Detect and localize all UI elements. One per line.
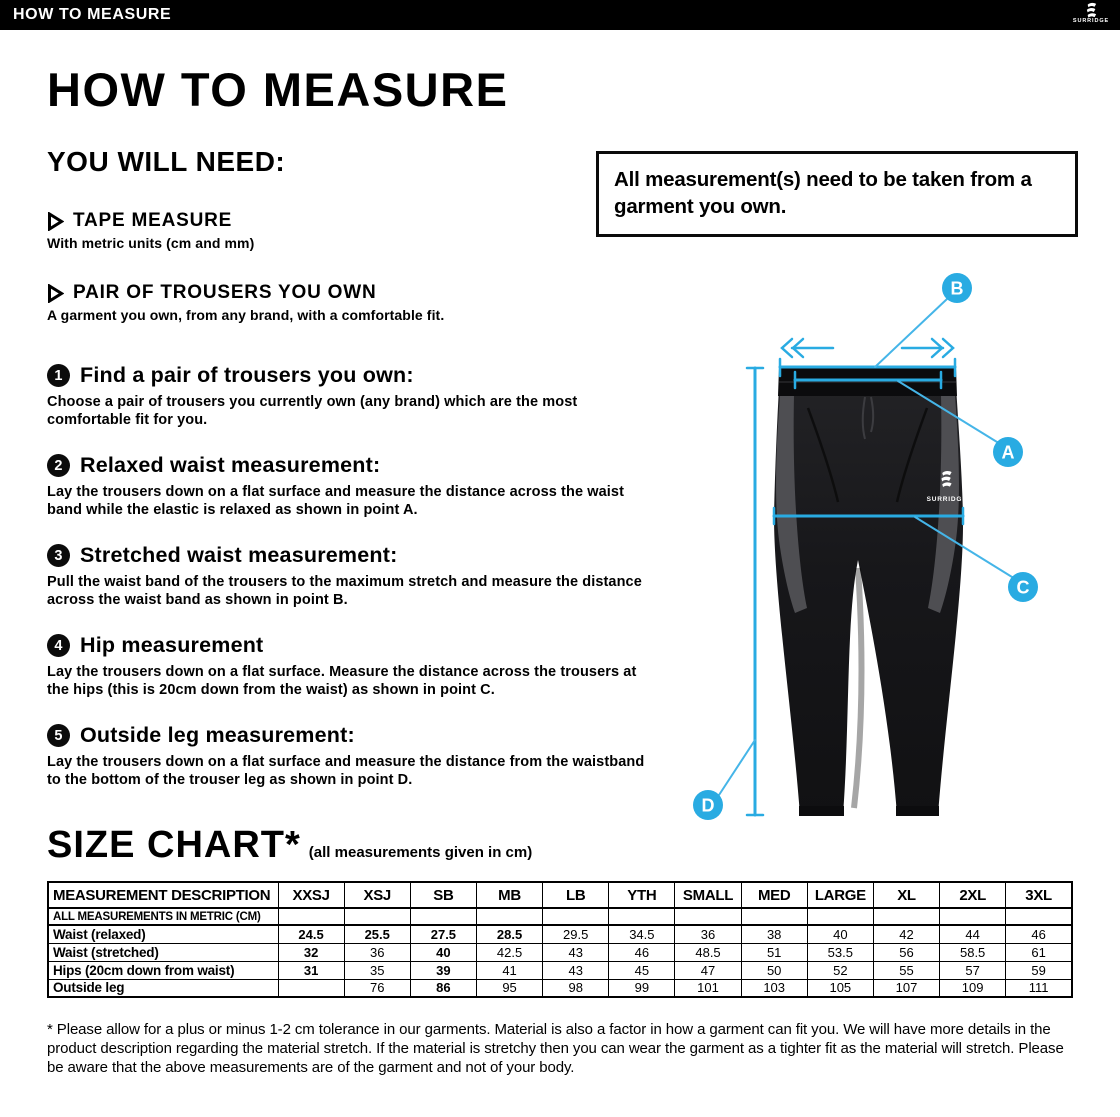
value-cell: 45: [609, 961, 675, 979]
row-label-cell: Waist (relaxed): [48, 925, 278, 943]
value-cell: 61: [1006, 943, 1072, 961]
metric-note-row: [48, 908, 1072, 925]
row-label-cell: Waist (stretched): [48, 943, 278, 961]
row-label-cell: Outside leg: [48, 979, 278, 997]
size-chart-title: SIZE CHART*: [47, 824, 301, 866]
value-cell: 34.5: [609, 925, 675, 943]
size-chart-table: [47, 881, 1073, 998]
value-cell: 40: [807, 925, 873, 943]
step-number-badge: 1: [47, 364, 70, 387]
value-cell: 95: [476, 979, 542, 997]
size-column-header: 2XL: [940, 882, 1006, 908]
step-title: Find a pair of trousers you own:: [80, 363, 414, 387]
value-cell: 53.5: [807, 943, 873, 961]
size-chart-body: [48, 908, 1072, 997]
value-cell: 105: [807, 979, 873, 997]
svg-text:D: D: [701, 795, 715, 816]
value-cell: 58.5: [940, 943, 1006, 961]
value-cell: 31: [278, 961, 344, 979]
table-row: [48, 925, 1072, 943]
value-cell: 47: [675, 961, 741, 979]
step-description: Pull the waist band of the trousers to the maximum stretch and measure the distance across the waist band as shown in point B.: [47, 574, 642, 608]
callout-text: All measurement(s) need to be taken from a garment you own.: [614, 168, 1032, 218]
need-item-description: With metric units (cm and mm): [47, 235, 255, 251]
top-bar: [0, 0, 1120, 30]
value-cell: [278, 979, 344, 997]
step-number-badge: 4: [47, 634, 70, 657]
surridge-wordmark: SURRIDGE: [1072, 18, 1110, 24]
step-4: [47, 633, 659, 699]
value-cell: 57: [940, 961, 1006, 979]
empty-cell: [344, 908, 410, 925]
size-column-header: MB: [476, 882, 542, 908]
need-item-description: A garment you own, from any brand, with a comfortable fit.: [47, 307, 445, 323]
step-title: Stretched waist measurement:: [80, 543, 398, 567]
step-3: [47, 543, 659, 609]
value-cell: 38: [741, 925, 807, 943]
label-b: [942, 273, 972, 303]
step-description: Lay the trousers down on a flat surface and measure the distance across the waist band while the elastic is relaxed as shown in point A.: [47, 484, 624, 518]
size-column-header: XXSJ: [278, 882, 344, 908]
value-cell: 46: [1006, 925, 1072, 943]
need-item-tape-measure: [47, 210, 647, 251]
step-number-badge: 5: [47, 724, 70, 747]
value-cell: 40: [410, 943, 476, 961]
value-cell: 107: [873, 979, 939, 997]
need-item-trousers: [47, 282, 647, 323]
size-column-header: YTH: [609, 882, 675, 908]
size-chart-heading: [47, 824, 532, 867]
table-row: [48, 943, 1072, 961]
need-item-title: PAIR OF TROUSERS YOU OWN: [73, 282, 377, 303]
surridge-s-icon: [1083, 2, 1100, 19]
empty-cell: [741, 908, 807, 925]
step-description: Lay the trousers down on a flat surface. Measure the distance across the trousers at the hips (this is 20cm down from the waist) as shown in point C.: [47, 664, 637, 698]
page-title: HOW TO MEASURE: [47, 63, 509, 116]
label-d: [693, 790, 723, 820]
value-cell: 42.5: [476, 943, 542, 961]
size-column-header: XSJ: [344, 882, 410, 908]
step-description: Choose a pair of trousers you currently own (any brand) which are the most comfortable fit for you.: [47, 394, 578, 428]
value-cell: 39: [410, 961, 476, 979]
value-cell: 55: [873, 961, 939, 979]
value-cell: 86: [410, 979, 476, 997]
step-1: [47, 363, 659, 429]
row-label-cell: Hips (20cm down from waist): [48, 961, 278, 979]
value-cell: 42: [873, 925, 939, 943]
empty-cell: [410, 908, 476, 925]
table-row: [48, 961, 1072, 979]
value-cell: 46: [609, 943, 675, 961]
table-row: [48, 979, 1072, 997]
empty-cell: [476, 908, 542, 925]
value-cell: 28.5: [476, 925, 542, 943]
value-cell: 48.5: [675, 943, 741, 961]
empty-cell: [807, 908, 873, 925]
step-number-badge: 2: [47, 454, 70, 477]
trousers-measurement-diagram: [640, 258, 1120, 883]
value-cell: 99: [609, 979, 675, 997]
step-5: [47, 723, 659, 789]
size-chart-subtitle: (all measurements given in cm): [308, 844, 533, 861]
value-cell: 52: [807, 961, 873, 979]
step-title: Hip measurement: [80, 633, 264, 657]
triangle-bullet-icon: [47, 284, 64, 303]
value-cell: 32: [278, 943, 344, 961]
value-cell: 50: [741, 961, 807, 979]
value-cell: 36: [675, 925, 741, 943]
svg-text:B: B: [950, 278, 964, 299]
value-cell: 56: [873, 943, 939, 961]
empty-cell: [609, 908, 675, 925]
empty-cell: [873, 908, 939, 925]
stretch-arrow-right: [902, 339, 953, 357]
value-cell: 103: [741, 979, 807, 997]
value-cell: 111: [1006, 979, 1072, 997]
value-cell: 25.5: [344, 925, 410, 943]
size-chart-header: [48, 882, 1072, 908]
empty-cell: [543, 908, 609, 925]
stretch-arrow-left: [782, 339, 833, 357]
value-cell: 51: [741, 943, 807, 961]
size-column-header: SMALL: [675, 882, 741, 908]
step-description: Lay the trousers down on a flat surface and measure the distance from the waistband to the bottom of the trouser leg as shown in point D.: [47, 754, 645, 788]
label-a: [993, 437, 1023, 467]
trousers-illustration: [774, 368, 967, 816]
step-2: [47, 453, 659, 519]
callout-box: [596, 151, 1078, 237]
measurement-description-header: MEASUREMENT DESCRIPTION: [48, 882, 278, 908]
size-column-header: LARGE: [807, 882, 873, 908]
empty-cell: [1006, 908, 1072, 925]
surridge-logo: [1068, 1, 1114, 29]
value-cell: 29.5: [543, 925, 609, 943]
you-will-need-heading: YOU WILL NEED:: [47, 146, 286, 177]
svg-text:A: A: [1001, 442, 1015, 463]
size-column-header: MED: [741, 882, 807, 908]
value-cell: 41: [476, 961, 542, 979]
table-header-row: [48, 882, 1072, 908]
size-column-header: 3XL: [1006, 882, 1072, 908]
empty-cell: [278, 908, 344, 925]
value-cell: 101: [675, 979, 741, 997]
value-cell: 44: [940, 925, 1006, 943]
value-cell: 43: [543, 961, 609, 979]
metric-note-cell: ALL MEASUREMENTS IN METRIC (CM): [48, 908, 278, 925]
value-cell: 98: [543, 979, 609, 997]
size-column-header: XL: [873, 882, 939, 908]
footnote-text: * Please allow for a plus or minus 1-2 cm tolerance in our garments. Material is also a factor in how a garment can fit you. We will have more details in the product description regarding the material stretch. If the material is stretchy then you can wear the garment as a tighter fit as the material will stretch. Please be aware that the above measurements are of the garment and not of your body.: [47, 1021, 1064, 1076]
value-cell: 59: [1006, 961, 1072, 979]
value-cell: 24.5: [278, 925, 344, 943]
trouser-logo-text: SURRIDGE: [926, 496, 968, 503]
triangle-bullet-icon: [47, 212, 64, 231]
svg-text:C: C: [1016, 577, 1030, 598]
size-column-header: SB: [410, 882, 476, 908]
step-title: Relaxed waist measurement:: [80, 453, 381, 477]
value-cell: 27.5: [410, 925, 476, 943]
empty-cell: [940, 908, 1006, 925]
value-cell: 43: [543, 943, 609, 961]
empty-cell: [675, 908, 741, 925]
value-cell: 76: [344, 979, 410, 997]
value-cell: 109: [940, 979, 1006, 997]
value-cell: 35: [344, 961, 410, 979]
label-c: [1008, 572, 1038, 602]
top-bar-title: HOW TO MEASURE: [13, 6, 172, 23]
step-number-badge: 3: [47, 544, 70, 567]
need-item-title: TAPE MEASURE: [73, 210, 233, 231]
size-column-header: LB: [543, 882, 609, 908]
step-title: Outside leg measurement:: [80, 723, 355, 747]
value-cell: 36: [344, 943, 410, 961]
